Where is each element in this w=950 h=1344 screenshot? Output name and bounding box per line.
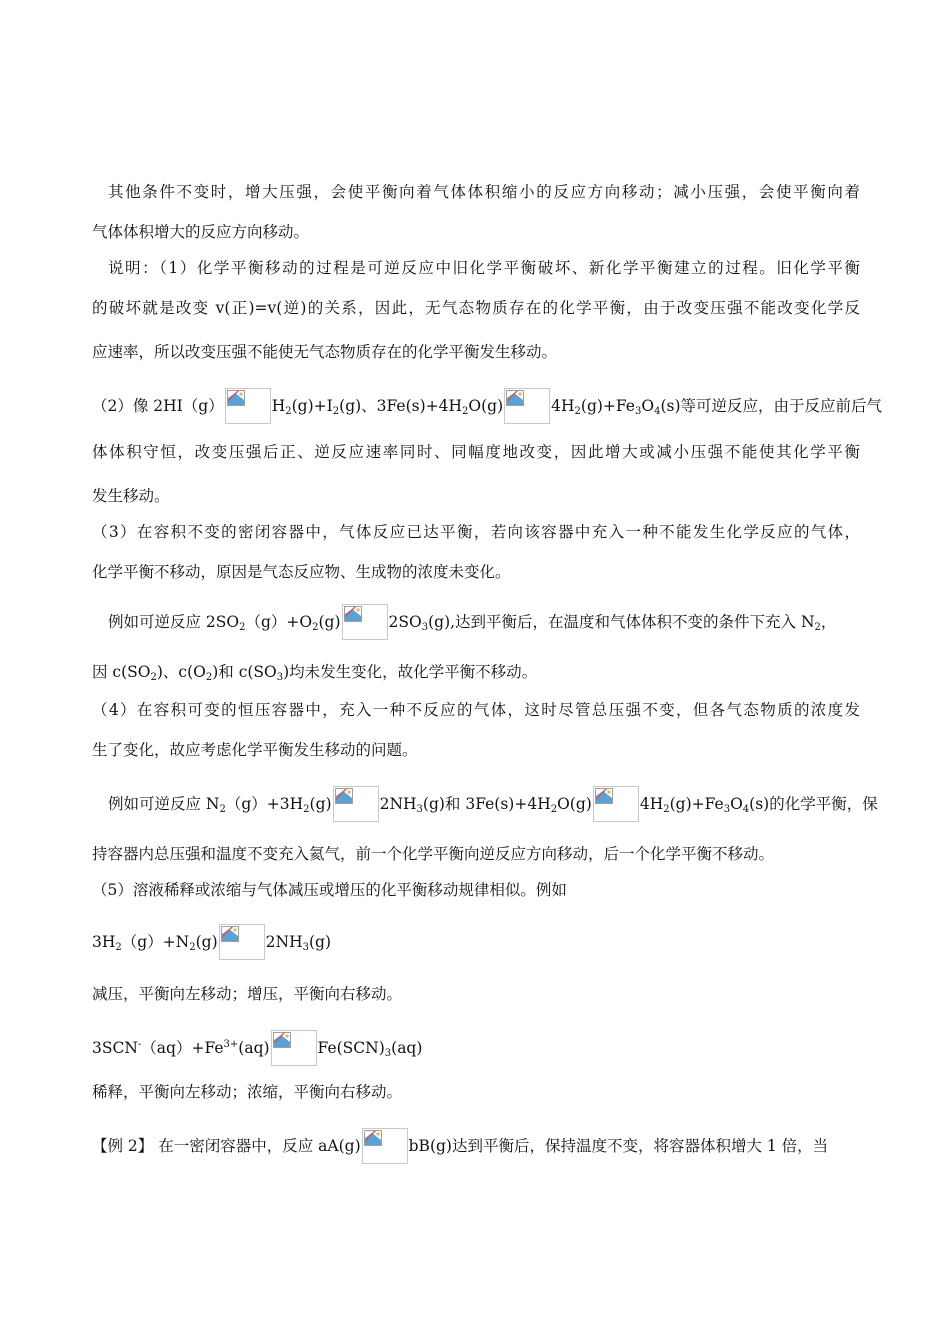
- text: 2NH: [379, 795, 417, 813]
- text: 应速率，所以改变压强不能使无气态物质存在的化学平衡发生移动。: [92, 343, 558, 361]
- equilibrium-arrow-image: [593, 786, 639, 822]
- text: 减压，平衡向左移动；增压，平衡向右移动。: [92, 985, 403, 1003]
- subscript: 3: [302, 942, 309, 953]
- paragraph-constant-volume-line1: [92, 520, 860, 544]
- subscript: 2: [312, 622, 319, 633]
- superscript: 3+: [223, 1039, 239, 1050]
- subscript: 3: [421, 622, 429, 633]
- text: 3H: [92, 933, 116, 951]
- broken-image-icon: [221, 926, 239, 942]
- text: 的破坏就是改变 v(正)=v(逆)的关系，因此，无气态物质存在的化学平衡，由于改变压强不能改变化学反: [92, 299, 860, 317]
- broken-image-icon: [595, 788, 613, 804]
- text: 化学平衡不移动，原因是气态反应物、生成物的浓度未变化。: [92, 563, 511, 581]
- broken-image-icon: [273, 1032, 291, 1048]
- text: 例如可逆反应 N: [108, 795, 220, 813]
- subscript: 2: [205, 672, 213, 683]
- text: 生了变化，故应考虑化学平衡发生移动的问题。: [92, 741, 418, 759]
- text: Fe(SCN): [317, 1039, 385, 1057]
- text: （g）+N: [121, 933, 190, 951]
- subscript: 2: [462, 406, 469, 417]
- paragraph-pressure-rule-line1: [108, 180, 860, 204]
- subscript: 2: [303, 804, 310, 815]
- equilibrium-arrow-image: [362, 1128, 408, 1164]
- text: )均未发生变化，故化学平衡不移动。: [283, 663, 538, 681]
- text: 例如可逆反应 2SO: [108, 613, 240, 631]
- subscript: 2: [219, 804, 226, 815]
- subscript: 2: [150, 672, 157, 683]
- subscript: 4: [742, 804, 750, 815]
- text: (g): [309, 795, 332, 813]
- text: O(g): [557, 795, 592, 813]
- subscript: 3: [276, 672, 284, 683]
- equation-ammonia-note: [92, 982, 860, 1006]
- text: O(g): [468, 397, 504, 415]
- subscript: 2: [285, 406, 292, 417]
- equilibrium-arrow-image: [342, 604, 388, 640]
- subscript: 4: [654, 406, 661, 417]
- text: 说明：（1）化学平衡移动的过程是可逆反应中旧化学平衡破坏、新化学平衡建立的过程。旧化学平衡: [108, 259, 860, 277]
- text: 4H: [639, 795, 664, 813]
- text: （aq）+Fe: [141, 1039, 224, 1057]
- subscript: 2: [189, 942, 196, 953]
- text: (g): [318, 613, 341, 631]
- paragraph-so2-example-line2: [92, 660, 860, 684]
- subscript: 2: [574, 406, 581, 417]
- subscript: 2: [115, 942, 122, 953]
- text: 发生移动。: [92, 487, 170, 505]
- paragraph-note-line1: [108, 256, 860, 280]
- text: (g),达到平衡后，在温度和气体体积不变的条件下充入 N: [428, 613, 815, 631]
- broken-image-icon: [506, 390, 524, 406]
- text: （5）溶液稀释或浓缩与气体减压或增压的化平衡移动规律相似。例如: [92, 881, 567, 899]
- text: （3）在容积不变的密闭容器中，气体反应已达平衡，若向该容器中充入一种不能发生化学反应的气体，: [92, 523, 860, 541]
- equation-thiocyanate-note: [92, 1080, 860, 1104]
- broken-image-icon: [335, 788, 353, 804]
- equilibrium-arrow-image: [271, 1030, 317, 1066]
- broken-image-icon: [364, 1130, 382, 1146]
- paragraph-so2-example-line1: [108, 604, 860, 633]
- paragraph-hi-example-line2: [92, 440, 860, 464]
- subscript: 2: [550, 804, 558, 815]
- text: (g)、3Fe(s)+4H: [339, 397, 463, 415]
- text: O: [641, 397, 655, 415]
- subscript: 2: [239, 622, 246, 633]
- text: (g): [308, 933, 332, 951]
- text: 2SO: [388, 613, 422, 631]
- broken-image-icon: [344, 606, 362, 622]
- text: (g)+Fe: [580, 397, 635, 415]
- text: 其他条件不变时，增大压强，会使平衡向着气体体积缩小的反应方向移动；减小压强，会使平衡向着: [108, 183, 860, 201]
- text: (g)+I: [291, 397, 333, 415]
- text: 因 c(SO: [92, 663, 151, 681]
- text: （g）+O: [245, 613, 313, 631]
- paragraph-n2-example-line2: [92, 842, 860, 866]
- paragraph-constant-volume-line2: [92, 560, 860, 584]
- subscript: 3: [416, 804, 423, 815]
- text: (s)等可逆反应，由于反应前后气: [660, 397, 883, 415]
- text: （g）+3H: [225, 795, 304, 813]
- paragraph-hi-example-line3: [92, 484, 860, 508]
- text: （4）在容积可变的恒压容器中，充入一种不反应的气体，这时尽管总压强不变，但各气态物质的浓度发: [92, 701, 860, 719]
- text: (s)的化学平衡，保: [749, 795, 878, 813]
- text: 气体体积增大的反应方向移动。: [92, 223, 310, 241]
- text: 在一密闭容器中，反应 aA(g): [158, 1137, 361, 1155]
- broken-image-icon: [227, 390, 245, 406]
- subscript: 2: [814, 622, 821, 633]
- text: 4H: [551, 397, 575, 415]
- paragraph-constant-pressure-line1: [92, 698, 860, 722]
- text: )和 c(SO: [212, 663, 277, 681]
- example-label: 【例 2】: [92, 1137, 154, 1155]
- text: (aq): [238, 1039, 270, 1057]
- text: )、c(O: [156, 663, 206, 681]
- text: 稀释，平衡向左移动；浓缩，平衡向右移动。: [92, 1083, 403, 1101]
- subscript: 3: [634, 406, 642, 417]
- text: H: [271, 397, 286, 415]
- text: 体体积守恒，改变压强后正、逆反应速率同时、同幅度地改变，因此增大或减小压强不能使其化学平衡: [92, 443, 860, 461]
- paragraph-note-line2: [92, 296, 860, 320]
- equilibrium-arrow-image: [504, 388, 550, 424]
- subscript: 3: [384, 1048, 392, 1059]
- text: O: [730, 795, 743, 813]
- equation-thiocyanate: [92, 1030, 860, 1059]
- text: bB(g)达到平衡后，保持温度不变，将容器体积增大 1 倍，当: [408, 1137, 829, 1155]
- paragraph-hi-example-line1: [92, 388, 883, 417]
- equilibrium-arrow-image: [219, 924, 265, 960]
- paragraph-note-line3: [92, 340, 860, 364]
- subscript: 3: [723, 804, 731, 815]
- paragraph-n2-example-line1: [108, 786, 878, 815]
- example-2-line1: [92, 1128, 860, 1155]
- text: 2NH: [265, 933, 303, 951]
- paragraph-solution-rule: [92, 878, 860, 902]
- text: （2）像 2HI（g）: [92, 397, 224, 415]
- subscript: 2: [663, 804, 670, 815]
- text: (aq): [391, 1039, 423, 1057]
- superscript: -: [137, 1039, 142, 1050]
- equilibrium-arrow-image: [333, 786, 379, 822]
- subscript: 2: [332, 406, 340, 417]
- text: (g)+Fe: [669, 795, 724, 813]
- text: ，: [820, 613, 837, 631]
- text: 3SCN: [92, 1039, 138, 1057]
- equilibrium-arrow-image: [225, 388, 271, 424]
- paragraph-pressure-rule-line2: [92, 220, 860, 244]
- paragraph-constant-pressure-line2: [92, 738, 860, 762]
- text: 持容器内总压强和温度不变充入氦气，前一个化学平衡向逆反应方向移动，后一个化学平衡不移动。: [92, 845, 775, 863]
- equation-ammonia: [92, 924, 860, 953]
- text: (g): [195, 933, 218, 951]
- text: (g)和 3Fe(s)+4H: [422, 795, 551, 813]
